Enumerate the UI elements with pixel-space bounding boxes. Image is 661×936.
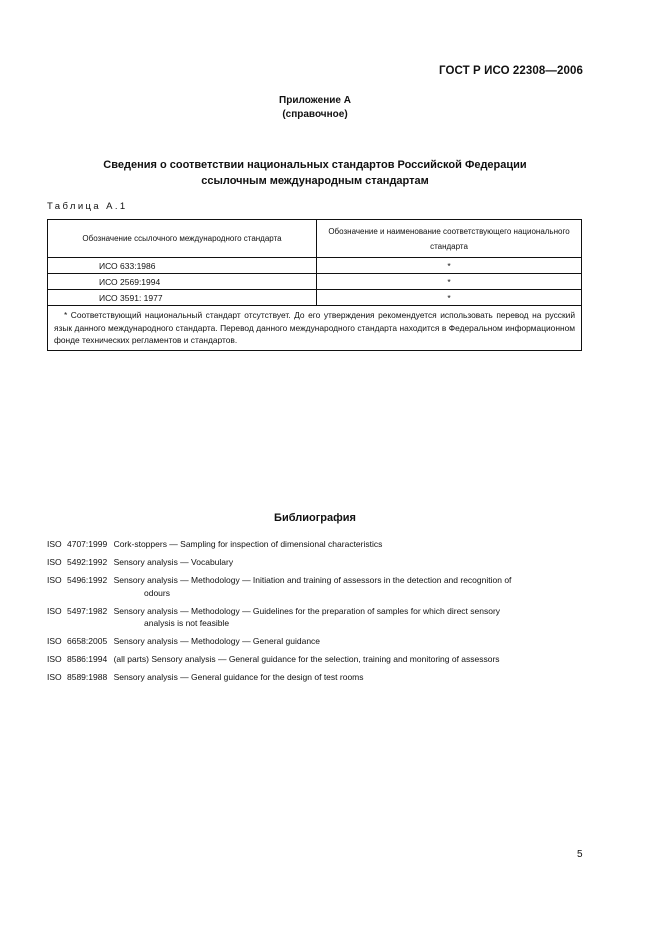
bib-continuation: analysis is not feasible <box>144 618 230 628</box>
table-footnote-row <box>48 306 582 351</box>
bib-title: Sensory analysis — Vocabulary <box>113 557 234 567</box>
appendix-label: Приложение А <box>279 95 351 106</box>
bib-code: 5496:1992 <box>67 575 108 585</box>
bib-code: 6658:2005 <box>67 636 108 646</box>
bib-code: 8586:1994 <box>67 654 108 664</box>
bib-title: Sensory analysis — Methodology — General guidance <box>113 636 321 646</box>
footnote-text: * Соответствующий национальный стандарт отсутствует. До его утверждения рекомендуется использовать перевод на русский язык данного международного стандарта. Перевод данного международного стандарта находится в Федеральном информационном фонде технических регламентов и стандартов. <box>54 310 575 345</box>
bib-prefix: ISO <box>47 636 62 646</box>
bib-title: (all parts) Sensory analysis — General guidance for the selection, training and monitoring of assessors <box>113 654 500 664</box>
national-standard: * <box>317 290 582 306</box>
table-header-row <box>48 220 582 258</box>
bib-title: Cork-stoppers — Sampling for inspection of dimensional characteristics <box>113 539 383 549</box>
section-title-line2: ссылочным международным стандартам <box>201 175 429 187</box>
bibliography-list <box>47 538 587 689</box>
table-row <box>48 290 582 306</box>
bib-prefix: ISO <box>47 654 62 664</box>
bib-prefix: ISO <box>47 672 62 682</box>
bib-continuation: odours <box>144 587 170 598</box>
bib-code: 8589:1988 <box>67 672 108 682</box>
list-item <box>47 671 587 684</box>
table-row <box>48 274 582 290</box>
col2-header: Обозначение и наименование соответствующего национального стандарта <box>317 220 582 258</box>
list-item <box>47 635 587 648</box>
bib-prefix: ISO <box>47 557 62 567</box>
appendix-heading <box>0 94 630 122</box>
ref-standard: ИСО 2569:1994 <box>48 274 317 290</box>
bib-code: 5497:1982 <box>67 605 108 616</box>
bib-prefix: ISO <box>47 605 62 616</box>
ref-standard: ИСО 3591: 1977 <box>48 290 317 306</box>
standard-code: ГОСТ Р ИСО 22308—2006 <box>438 65 583 77</box>
list-item <box>47 556 587 569</box>
appendix-type: (справочное) <box>282 109 348 120</box>
col1-header: Обозначение ссылочного международного стандарта <box>48 220 317 258</box>
list-item <box>47 574 587 599</box>
correspondence-table <box>47 219 582 351</box>
list-item <box>47 653 587 666</box>
section-title <box>0 157 630 189</box>
list-item <box>47 605 587 630</box>
table-caption: Таблица А.1 <box>47 201 128 212</box>
table-footnote <box>48 306 582 351</box>
bib-prefix: ISO <box>47 539 62 549</box>
national-standard: * <box>317 258 582 274</box>
section-title-line1: Сведения о соответствии национальных стандартов Российской Федерации <box>103 159 527 171</box>
national-standard: * <box>317 274 582 290</box>
table-row <box>48 258 582 274</box>
bib-prefix: ISO <box>47 575 62 585</box>
page-number: 5 <box>577 849 583 860</box>
bib-title: Sensory analysis — Methodology — Initiation and training of assessors in the detection and recognition of <box>113 575 512 585</box>
bibliography-title: Библиография <box>274 512 356 524</box>
list-item <box>47 538 587 551</box>
bib-title: Sensory analysis — Methodology — Guidelines for the preparation of samples for which direct sensory <box>113 605 501 616</box>
ref-standard: ИСО 633:1986 <box>48 258 317 274</box>
bib-code: 4707:1999 <box>67 539 108 549</box>
bib-title: Sensory analysis — General guidance for the design of test rooms <box>113 672 364 682</box>
bib-code: 5492:1992 <box>67 557 108 567</box>
